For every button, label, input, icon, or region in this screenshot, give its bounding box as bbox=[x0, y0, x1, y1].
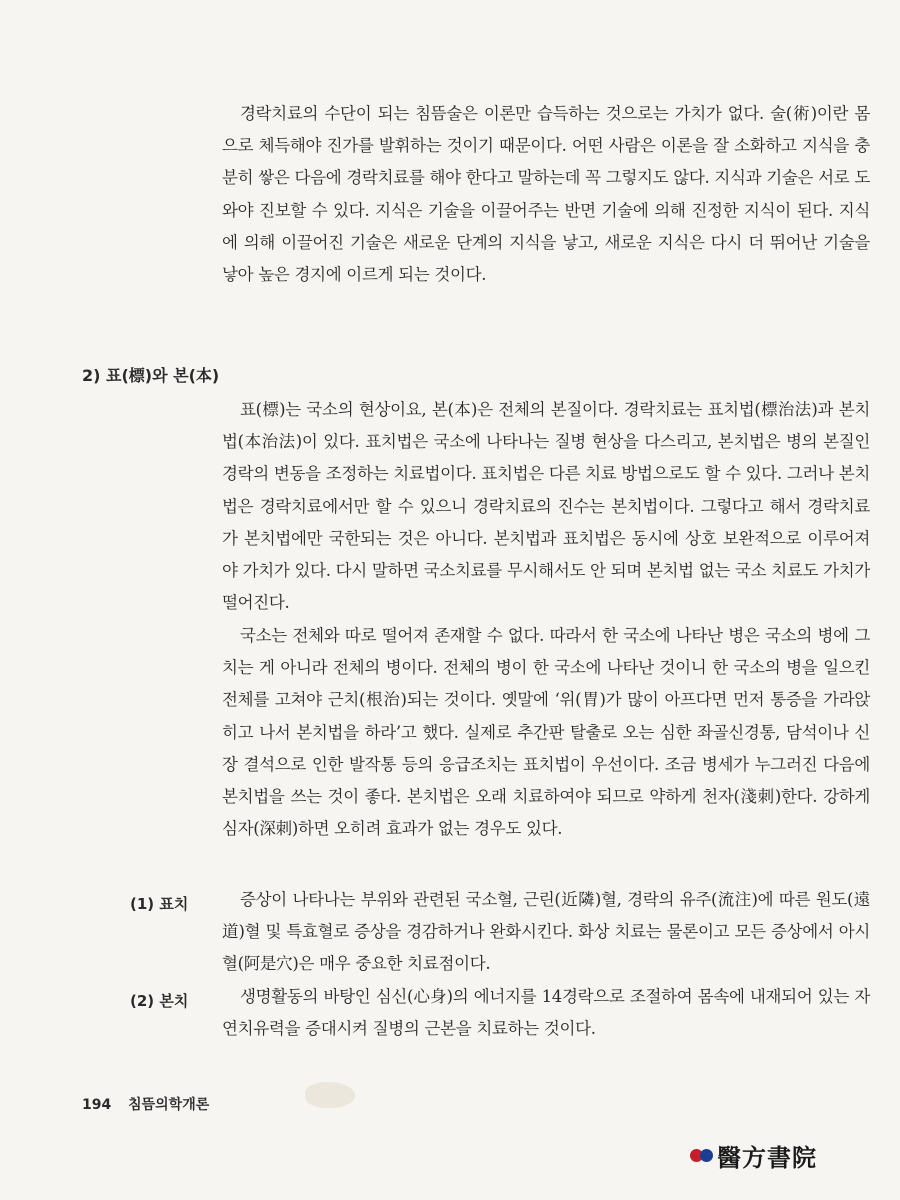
paper-stain bbox=[305, 1082, 355, 1108]
section-paragraph-1: 표(標)는 국소의 현상이요, 본(本)은 전체의 본질이다. 경락치료는 표치법(標治法)과 본치법(本治法)이 있다. 표치법은 국소에 나타나는 질병 현상을 다스리고, 본치법은 병의 본질인 경락의 변동을 조정하는 치료법이다. 표치법은 다른 치료 방법으로도 할 수 있다. 그러나 본치법은 경락치료에서만 할 수 있으니 경락치료의 진수는 본치법이다. 그렇다고 해서 경락치료가 본치법에만 국한되는 것은 아니다. 본치법과 표치법은 동시에 상호 보완적으로 이루어져야 가치가 있다. 다시 말하면 국소치료를 무시해서도 안 되며 본치법 없는 국소 치료도 가치가 떨어진다. bbox=[222, 400, 870, 613]
page-footer bbox=[82, 1094, 209, 1114]
logo-blue-dot-icon bbox=[700, 1149, 713, 1162]
publisher-logo bbox=[690, 1138, 817, 1173]
item-text-pyochi: 증상이 나타나는 부위와 관련된 국소혈, 근린(近隣)혈, 경락의 유주(流注)에 따른 원도(遠道)혈 및 특효혈로 증상을 경감하거나 완화시킨다. 화상 치료는 물론이고 모든 증상에서 아시혈(阿是穴)은 매우 중요한 치료점이다. bbox=[222, 890, 870, 974]
publisher-name: 醫方書院 bbox=[717, 1143, 817, 1172]
item-label-bonchi: (2) 본치 bbox=[130, 992, 189, 1010]
section-paragraph-2: 국소는 전체와 따로 떨어져 존재할 수 없다. 따라서 한 국소에 나타난 병은 국소의 병에 그치는 게 아니라 전체의 병이다. 전체의 병이 한 국소에 나타난 것이니 한 국소의 병을 일으킨 전체를 고쳐야 근치(根治)되는 것이다. 옛말에 ‘위(胃)가 많이 아프다면 먼저 통증을 가라앉히고 나서 본치법을 하라’고 했다. 실제로 추간판 탈출로 오는 심한 좌골신경통, 담석이나 신장 결석으로 인한 발작통 등의 응급조치는 표치법이 우선이다. 조금 병세가 누그러진 다음에 본치법을 쓰는 것이 좋다. 본치법은 오래 치료하여야 되므로 약하게 천자(淺刺)한다. 강하게 심자(深刺)하면 오히려 효과가 없는 경우도 있다. bbox=[222, 626, 870, 839]
intro-paragraph: 경락치료의 수단이 되는 침뜸술은 이론만 습득하는 것으로는 가치가 없다. 술(術)이란 몸으로 체득해야 진가를 발휘하는 것이기 때문이다. 어떤 사람은 이론을 잘 소화하고 지식을 충분히 쌓은 다음에 경락치료를 해야 한다고 말하는데 꼭 그렇지도 않다. 지식과 기술은 서로 도와야 진보할 수 있다. 지식은 기술을 이끌어주는 반면 기술에 의해 진정한 지식이 된다. 지식에 의해 이끌어진 기술은 새로운 단계의 지식을 낳고, 새로운 지식은 다시 더 뛰어난 기술을 낳아 높은 경지에 이르게 되는 것이다. bbox=[222, 104, 870, 285]
item-text-bonchi: 생명활동의 바탕인 심신(心身)의 에너지를 14경락으로 조절하여 몸속에 내재되어 있는 자연치유력을 증대시켜 질병의 근본을 치료하는 것이다. bbox=[222, 987, 870, 1039]
book-title: 침뜸의학개론 bbox=[128, 1097, 210, 1113]
item-label-pyochi: (1) 표치 bbox=[130, 895, 189, 913]
page-number: 194 bbox=[82, 1097, 112, 1113]
section-heading: 2) 표(標)와 본(本) bbox=[82, 366, 220, 385]
